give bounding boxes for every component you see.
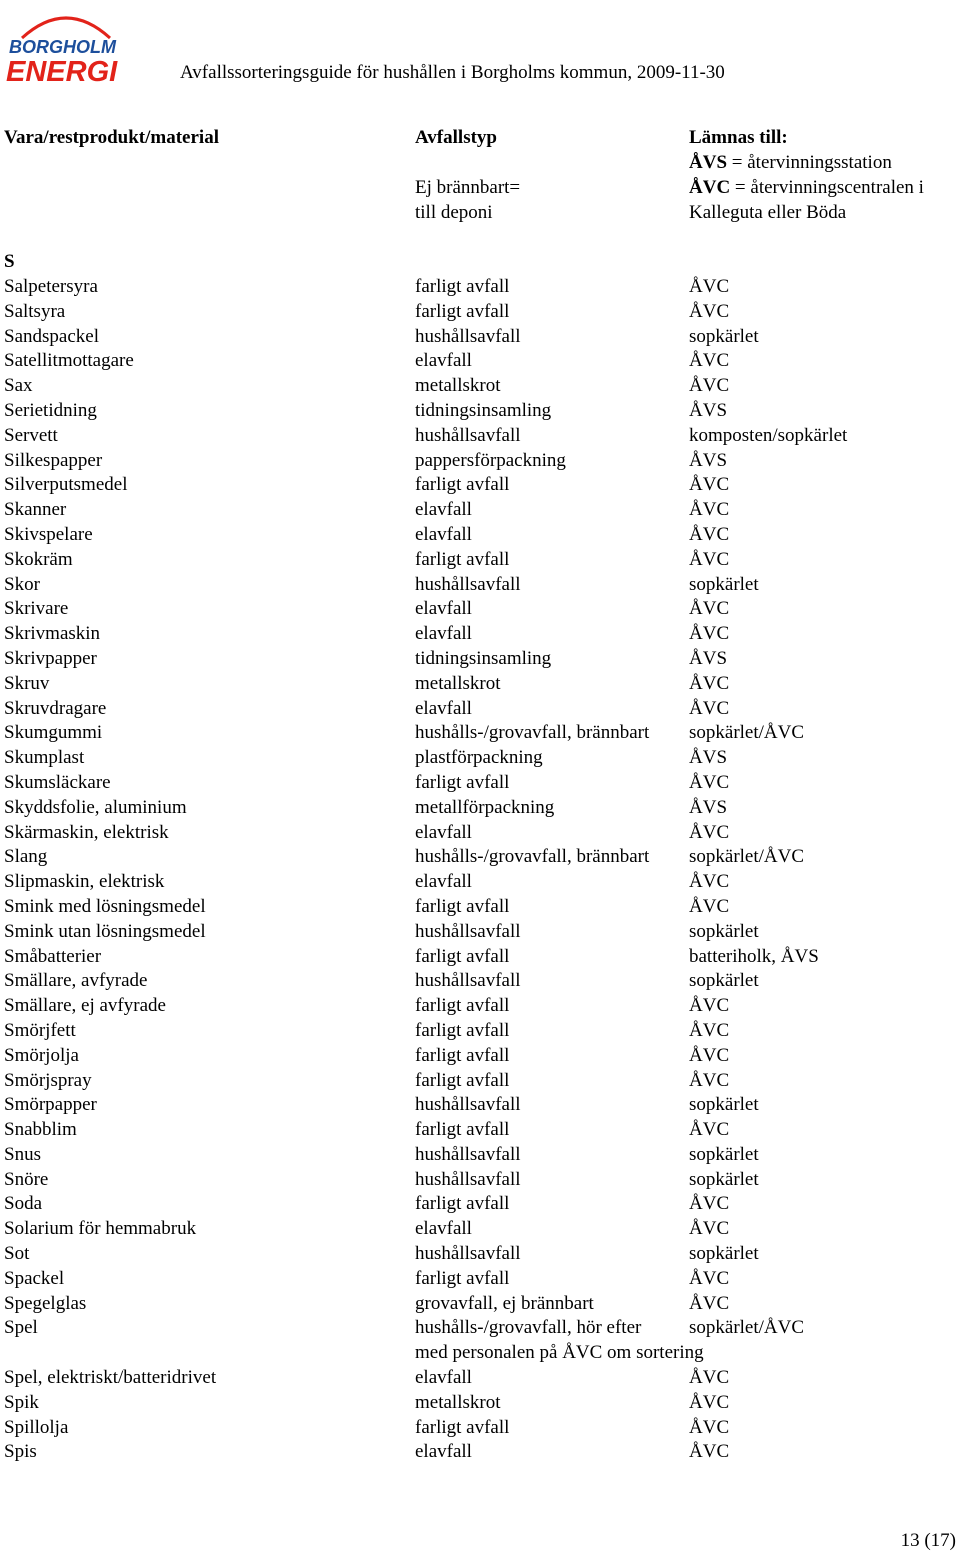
row-destination: ÅVS — [689, 399, 728, 421]
table-row — [0, 424, 960, 449]
table-row — [0, 796, 960, 821]
row-waste-type: farligt avfall — [415, 1019, 510, 1041]
table-row — [0, 1416, 960, 1441]
row-item: Solarium för hemmabruk — [4, 1218, 197, 1240]
row-destination: ÅVC — [689, 1044, 730, 1066]
table-row — [0, 1316, 960, 1341]
table-row — [0, 969, 960, 994]
row-waste-type: med personalen på ÅVC om sortering — [415, 1342, 704, 1364]
row-item: Skrivpapper — [4, 647, 97, 669]
row-waste-type: elavfall — [415, 871, 472, 893]
table-row — [0, 374, 960, 399]
row-destination: sopkärlet — [689, 1143, 759, 1165]
legend-avs-def: = återvinningsstation — [727, 152, 892, 173]
table-row — [0, 1044, 960, 1069]
table-row — [0, 1242, 960, 1267]
row-item: Soda — [4, 1193, 42, 1215]
row-destination: sopkärlet — [689, 1094, 759, 1116]
table-row — [0, 771, 960, 796]
borgholm-energi-logo — [4, 4, 134, 84]
row-item: Serietidning — [4, 399, 97, 421]
row-item: Smink utan lösningsmedel — [4, 920, 206, 942]
sorting-table — [0, 275, 960, 1465]
table-row — [0, 523, 960, 548]
row-destination: ÅVC — [689, 350, 730, 372]
page-number: 13 (17) — [900, 1530, 956, 1551]
table-row — [0, 672, 960, 697]
row-destination: ÅVC — [689, 548, 730, 570]
row-waste-type: metallskrot — [415, 375, 501, 397]
row-waste-type: elavfall — [415, 821, 472, 843]
row-waste-type: grovavfall, ej brännbart — [415, 1292, 594, 1314]
row-item: Smörjolja — [4, 1044, 79, 1066]
row-destination: ÅVC — [689, 1218, 730, 1240]
table-row — [0, 1118, 960, 1143]
table-row — [0, 895, 960, 920]
legend-avc-abbr: ÅVC — [689, 177, 731, 198]
row-destination: komposten/sopkärlet — [689, 424, 848, 446]
row-destination: sopkärlet — [689, 1243, 759, 1265]
row-destination: ÅVC — [689, 598, 730, 620]
table-row — [0, 845, 960, 870]
row-item: Snabblim — [4, 1119, 77, 1141]
row-waste-type: tidningsinsamling — [415, 647, 552, 669]
row-destination: sopkärlet/ÅVC — [689, 1317, 805, 1339]
legend-avc-def2: Kalleguta eller Böda — [689, 202, 847, 223]
row-waste-type: farligt avfall — [415, 548, 510, 570]
row-waste-type: farligt avfall — [415, 1044, 510, 1066]
row-item: Skyddsfolie, aluminium — [4, 796, 187, 818]
row-waste-type: elavfall — [415, 523, 472, 545]
row-waste-type: hushållsavfall — [415, 970, 521, 992]
table-row — [0, 994, 960, 1019]
table-row — [0, 300, 960, 325]
table-row — [0, 1440, 960, 1465]
row-destination: ÅVC — [689, 523, 730, 545]
row-waste-type: farligt avfall — [415, 895, 510, 917]
row-destination: ÅVC — [689, 276, 730, 297]
table-row — [0, 746, 960, 771]
row-item: Silverputsmedel — [4, 474, 128, 496]
row-waste-type: plastförpackning — [415, 747, 543, 769]
table-row — [0, 548, 960, 573]
row-waste-type: pappersförpackning — [415, 449, 566, 471]
table-row — [0, 721, 960, 746]
table-row — [0, 1267, 960, 1292]
row-item: Snöre — [4, 1168, 49, 1190]
column-header-destination: Lämnas till: — [689, 127, 788, 148]
table-row — [0, 697, 960, 722]
section-letter: S — [4, 251, 15, 272]
row-destination: sopkärlet — [689, 325, 759, 347]
row-waste-type: tidningsinsamling — [415, 399, 552, 421]
row-waste-type: farligt avfall — [415, 771, 510, 793]
table-row — [0, 1366, 960, 1391]
row-item: Sot — [4, 1243, 30, 1265]
row-item: Skrivare — [4, 598, 69, 620]
document-title: Avfallssorteringsguide för hushållen i Borgholms kommun, 2009-11-30 — [180, 62, 725, 83]
row-item: Skruvdragare — [4, 697, 107, 719]
table-row — [0, 1019, 960, 1044]
row-waste-type: farligt avfall — [415, 1119, 510, 1141]
table-row — [0, 821, 960, 846]
row-destination: ÅVC — [689, 697, 730, 719]
row-item: Saltsyra — [4, 300, 66, 322]
row-item: Spel, elektriskt/batteridrivet — [4, 1367, 217, 1389]
row-destination: ÅVC — [689, 474, 730, 496]
row-waste-type: hushållsavfall — [415, 1094, 521, 1116]
row-item: Spackel — [4, 1267, 65, 1289]
row-waste-type: hushållsavfall — [415, 1143, 521, 1165]
table-row — [0, 1292, 960, 1317]
row-item: Smällare, ej avfyrade — [4, 995, 166, 1017]
row-item: Skivspelare — [4, 523, 93, 545]
row-destination: sopkärlet — [689, 573, 759, 595]
row-waste-type: hushållsavfall — [415, 1168, 521, 1190]
row-waste-type: hushålls-/grovavfall, brännbart — [415, 846, 650, 868]
row-waste-type: metallskrot — [415, 672, 501, 694]
row-item: Salpetersyra — [4, 276, 98, 297]
row-waste-type: hushållsavfall — [415, 325, 521, 347]
row-waste-type: hushållsavfall — [415, 424, 521, 446]
table-row — [0, 349, 960, 374]
row-destination: ÅVC — [689, 1119, 730, 1141]
row-waste-type: farligt avfall — [415, 1416, 510, 1438]
row-destination: ÅVC — [689, 871, 730, 893]
row-waste-type: farligt avfall — [415, 995, 510, 1017]
row-destination: sopkärlet — [689, 970, 759, 992]
row-destination: ÅVC — [689, 499, 730, 521]
table-row — [0, 647, 960, 672]
table-row — [0, 473, 960, 498]
row-destination: ÅVC — [689, 895, 730, 917]
row-destination: ÅVC — [689, 1267, 730, 1289]
row-item: Skumsläckare — [4, 771, 111, 793]
table-row — [0, 573, 960, 598]
row-destination: ÅVS — [689, 647, 728, 669]
row-destination: ÅVC — [689, 1069, 730, 1091]
row-destination: sopkärlet/ÅVC — [689, 722, 805, 744]
row-item: Spis — [4, 1441, 37, 1463]
table-row — [0, 870, 960, 895]
table-row — [0, 945, 960, 970]
row-item: Skanner — [4, 499, 67, 521]
row-item: Skärmaskin, elektrisk — [4, 821, 169, 843]
row-item: Smörpapper — [4, 1094, 97, 1116]
legend-avc-def: = återvinningscentralen i — [730, 177, 924, 198]
row-item: Sandspackel — [4, 325, 99, 347]
row-waste-type: elavfall — [415, 1441, 472, 1463]
row-destination: ÅVC — [689, 1367, 730, 1389]
legend-avs — [689, 151, 892, 176]
row-waste-type: metallförpackning — [415, 796, 555, 818]
row-item: Skumplast — [4, 747, 85, 769]
table-row — [0, 1341, 960, 1366]
row-destination: batteriholk, ÅVS — [689, 945, 819, 967]
row-item: Spel — [4, 1317, 38, 1339]
logo-arc — [22, 18, 110, 38]
row-destination: sopkärlet — [689, 920, 759, 942]
row-item: Skokräm — [4, 548, 73, 570]
row-waste-type: elavfall — [415, 623, 472, 645]
logo-line2: ENERGI — [6, 56, 118, 84]
table-row — [0, 622, 960, 647]
table-row — [0, 1143, 960, 1168]
table-row — [0, 449, 960, 474]
row-destination: ÅVS — [689, 796, 728, 818]
row-waste-type: farligt avfall — [415, 945, 510, 967]
row-destination: ÅVC — [689, 672, 730, 694]
row-destination: sopkärlet/ÅVC — [689, 846, 805, 868]
row-destination: ÅVC — [689, 1441, 730, 1463]
logo-line1: BORGHOLM — [9, 37, 116, 57]
row-item: Slipmaskin, elektrisk — [4, 871, 165, 893]
row-item: Skumgummi — [4, 722, 103, 744]
row-waste-type: farligt avfall — [415, 300, 510, 322]
row-waste-type: farligt avfall — [415, 1267, 510, 1289]
row-item: Silkespapper — [4, 449, 103, 471]
row-destination: ÅVC — [689, 1391, 730, 1413]
legend-nonburn-1: Ej brännbart= — [415, 177, 521, 198]
table-row — [0, 399, 960, 424]
row-destination: ÅVC — [689, 821, 730, 843]
row-waste-type: hushålls-/grovavfall, brännbart — [415, 722, 650, 744]
row-destination: ÅVS — [689, 449, 728, 471]
row-destination: ÅVC — [689, 300, 730, 322]
table-row — [0, 1391, 960, 1416]
row-destination: ÅVC — [689, 375, 730, 397]
row-item: Satellitmottagare — [4, 350, 134, 372]
row-waste-type: farligt avfall — [415, 1193, 510, 1215]
row-waste-type: elavfall — [415, 499, 472, 521]
row-destination: ÅVC — [689, 1019, 730, 1041]
column-header-type: Avfallstyp — [415, 127, 497, 148]
row-destination: ÅVC — [689, 1193, 730, 1215]
row-item: Spik — [4, 1391, 39, 1413]
row-item: Smink med lösningsmedel — [4, 895, 206, 917]
row-waste-type: elavfall — [415, 350, 472, 372]
table-row — [0, 1168, 960, 1193]
row-item: Smällare, avfyrade — [4, 970, 148, 992]
table-row — [0, 920, 960, 945]
table-row — [0, 325, 960, 350]
legend-avc — [689, 176, 924, 201]
row-waste-type: elavfall — [415, 598, 472, 620]
table-row — [0, 498, 960, 523]
row-item: Skor — [4, 573, 40, 595]
legend-nonburn-2: till deponi — [415, 202, 493, 223]
row-destination: sopkärlet — [689, 1168, 759, 1190]
row-destination: ÅVS — [689, 747, 728, 769]
row-item: Slang — [4, 846, 48, 868]
row-waste-type: hushålls-/grovavfall, hör efter — [415, 1317, 642, 1339]
row-item: Sax — [4, 375, 33, 397]
row-item: Skrivmaskin — [4, 623, 101, 645]
row-waste-type: metallskrot — [415, 1391, 501, 1413]
row-waste-type: elavfall — [415, 697, 472, 719]
row-item: Smörjfett — [4, 1019, 76, 1041]
table-row — [0, 1093, 960, 1118]
row-item: Snus — [4, 1143, 41, 1165]
row-waste-type: farligt avfall — [415, 276, 510, 297]
legend-avs-abbr: ÅVS — [689, 152, 728, 173]
row-waste-type: hushållsavfall — [415, 573, 521, 595]
row-waste-type: hushållsavfall — [415, 1243, 521, 1265]
row-item: Spegelglas — [4, 1292, 87, 1314]
row-item: Smörjspray — [4, 1069, 92, 1091]
row-destination: ÅVC — [689, 771, 730, 793]
row-waste-type: farligt avfall — [415, 474, 510, 496]
row-destination: ÅVC — [689, 1292, 730, 1314]
table-row — [0, 1192, 960, 1217]
table-row — [0, 275, 960, 300]
table-row — [0, 597, 960, 622]
row-destination: ÅVC — [689, 1416, 730, 1438]
row-waste-type: elavfall — [415, 1218, 472, 1240]
row-waste-type: elavfall — [415, 1367, 472, 1389]
row-destination: ÅVC — [689, 995, 730, 1017]
table-row — [0, 1217, 960, 1242]
row-destination: ÅVC — [689, 623, 730, 645]
row-waste-type: hushållsavfall — [415, 920, 521, 942]
row-item: Spillolja — [4, 1416, 69, 1438]
column-header-material: Vara/restprodukt/material — [4, 127, 219, 148]
row-item: Småbatterier — [4, 945, 102, 967]
table-row — [0, 1069, 960, 1094]
row-item: Skruv — [4, 672, 50, 694]
row-item: Servett — [4, 424, 58, 446]
row-waste-type: farligt avfall — [415, 1069, 510, 1091]
logo-graphic — [4, 4, 134, 84]
